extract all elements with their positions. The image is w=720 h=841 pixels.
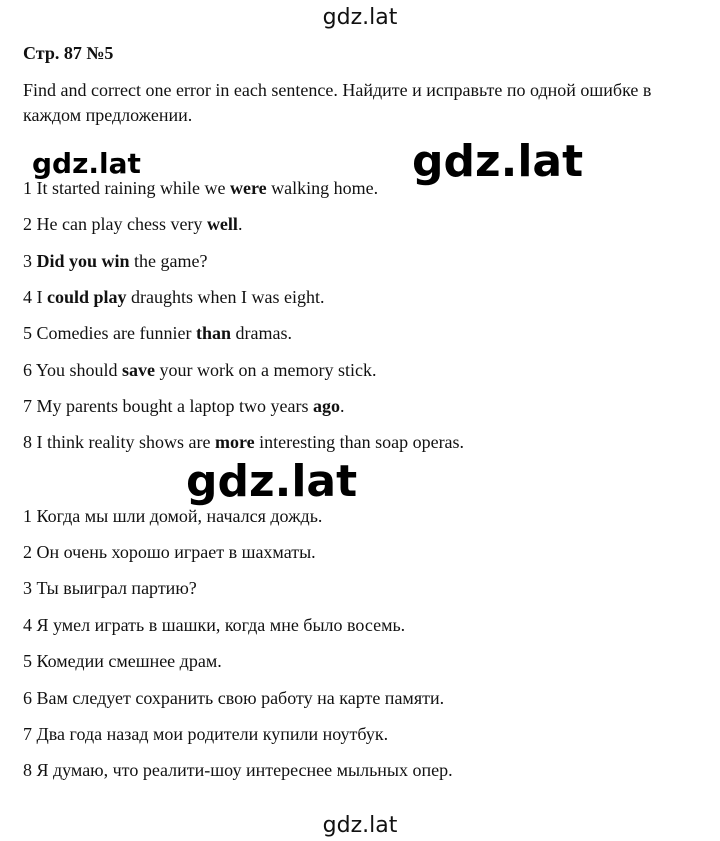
russian-sentence-7: 7 Два года назад мои родители купили ноутбук. — [23, 724, 389, 744]
russian-sentence-3: 3 Ты выиграл партию? — [23, 578, 197, 598]
english-sentence-8 — [23, 431, 464, 453]
watermark-large: gdz.lat — [412, 136, 584, 187]
page-heading: Стр. 87 №5 — [23, 43, 114, 63]
watermark-top: gdz.lat — [322, 5, 398, 30]
correction-bold: more — [214, 432, 255, 452]
english-sentence-2 — [23, 213, 242, 235]
sentence-text: 1 It started raining while we — [23, 178, 230, 198]
sentence-text: 8 I think reality shows are — [23, 432, 215, 452]
correction-bold: Did you win — [36, 251, 130, 271]
sentence-text: your work on a memory stick. — [155, 360, 377, 380]
correction-bold: were — [229, 178, 267, 198]
watermark-small: gdz.lat — [32, 147, 141, 180]
sentence-text: . — [339, 396, 345, 416]
correction-bold: ago — [312, 396, 340, 416]
russian-sentence-6: 6 Вам следует сохранить свою работу на карте памяти. — [23, 688, 445, 708]
sentence-text: walking home. — [266, 178, 379, 198]
sentence-text: interesting than soap operas. — [254, 432, 465, 452]
english-sentence-7 — [23, 395, 344, 417]
correction-bold: save — [122, 360, 156, 380]
sentence-text: the game? — [129, 251, 208, 271]
sentence-text: 2 He can play chess very — [23, 214, 207, 234]
correction-bold: well — [206, 214, 238, 234]
correction-bold: could play — [47, 287, 127, 307]
sentence-text: draughts when I was eight. — [126, 287, 325, 307]
russian-sentence-8: 8 Я думаю, что реалити-шоу интереснее мыльных опер. — [23, 760, 453, 780]
russian-sentence-5: 5 Комедии смешнее драм. — [23, 651, 222, 671]
task-instructions: Find and correct one error in each sentence. Найдите и исправьте по одной ошибке в каждом предложении. — [23, 80, 652, 125]
sentence-text: 5 Comedies are funnier — [23, 323, 196, 343]
watermark-large: gdz.lat — [186, 456, 358, 507]
english-sentence-1 — [23, 177, 378, 199]
russian-sentence-1: 1 Когда мы шли домой, начался дождь. — [23, 506, 323, 526]
sentence-text: . — [237, 214, 243, 234]
english-sentence-6 — [23, 359, 377, 381]
russian-sentence-2: 2 Он очень хорошо играет в шахматы. — [23, 542, 316, 562]
correction-bold: than — [195, 323, 231, 343]
sentence-text: 4 I — [23, 287, 47, 307]
russian-sentence-4: 4 Я умел играть в шашки, когда мне было восемь. — [23, 615, 406, 635]
watermark-bottom: gdz.lat — [322, 813, 398, 838]
sentence-text: 3 — [23, 251, 37, 271]
english-sentence-5 — [23, 322, 292, 344]
sentence-text: 7 My parents bought a laptop two years — [23, 396, 313, 416]
sentence-text: 6 You should — [23, 360, 123, 380]
english-sentence-4 — [23, 286, 325, 308]
english-sentence-3 — [23, 250, 208, 272]
sentence-text: dramas. — [230, 323, 292, 343]
